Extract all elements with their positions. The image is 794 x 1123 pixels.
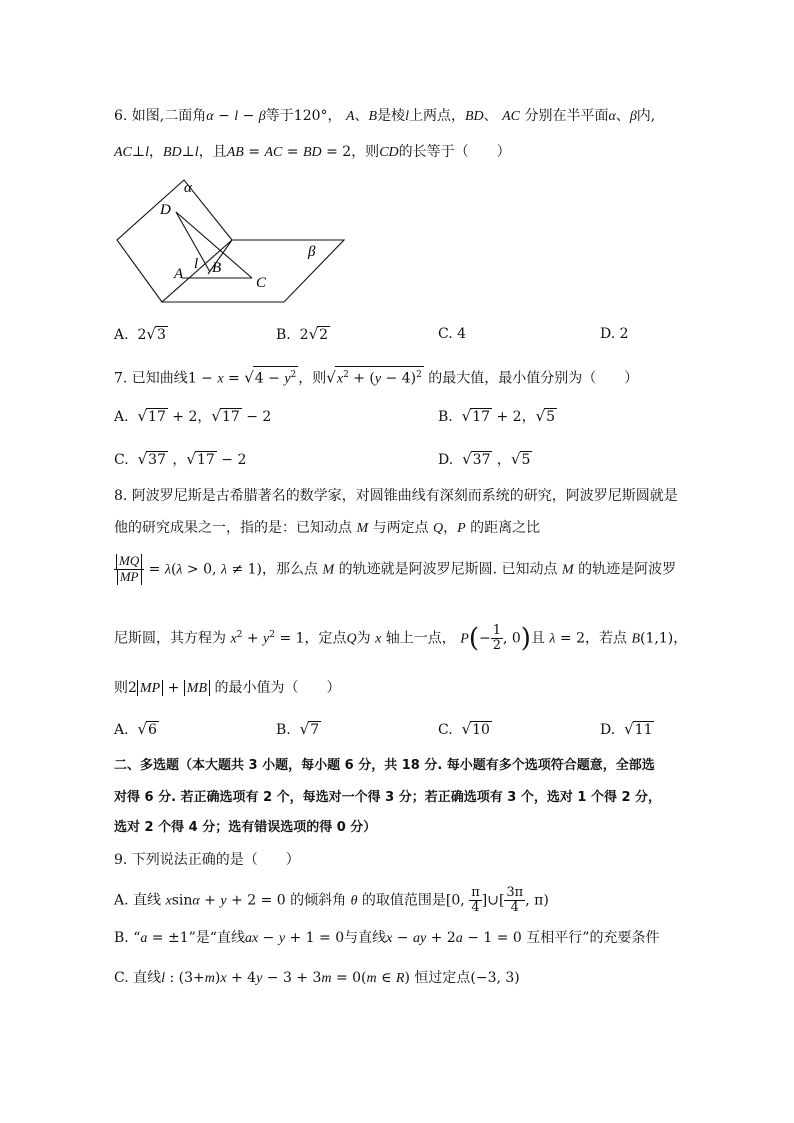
q8-option-b[interactable]: B. √7 <box>276 720 320 738</box>
segment-db <box>176 212 210 272</box>
dihedral-angle-figure <box>112 172 362 308</box>
plane-alpha-outline <box>117 180 232 302</box>
q6-option-a[interactable]: A. 2√3 <box>114 325 166 343</box>
label-a: A <box>174 266 184 282</box>
option-key: D. <box>600 722 616 738</box>
option-key: B. <box>438 409 453 425</box>
q8-text: 的轨迹就是阿波罗尼斯圆. 已知动点 <box>338 561 558 578</box>
option-key: C. <box>438 722 453 738</box>
label-l: l <box>194 256 199 272</box>
q8-text: 的轨迹是阿波罗 <box>578 561 677 578</box>
q8-stem-line5: 则2 MP + MB 的最小值为（ ） <box>114 680 341 696</box>
q6-text: ， <box>148 144 163 160</box>
q8-text: ，那么点 <box>262 561 319 578</box>
q9-stem: 9. 下列说法正确的是（ ） <box>114 852 300 868</box>
section2-instructions-line1: 二、多选题（本大题共 3 小题，每小题 6 分，共 18 分. 每小题有多个选项符合题意，全部选 <box>114 758 655 773</box>
q7-text: ，则 <box>298 370 327 387</box>
q7-stem: 7. 已知曲线$1 - x = √4 - y^2$ ，则$√x^2 + (y - 4)^2$ 的最大值，最小值分别为（ ） <box>114 366 638 390</box>
option-key: C. <box>114 452 129 468</box>
q7-option-b[interactable]: B. √17 + 2，√5 <box>438 407 556 425</box>
plane-beta-outline <box>162 240 344 302</box>
q8-text: ，若点 <box>585 630 628 647</box>
q9-text: B. “ <box>114 930 141 946</box>
q8-option-d[interactable]: D. √11 <box>600 720 653 738</box>
q8-text: 且 <box>530 630 545 647</box>
q6-text: 分别在半平面 <box>524 108 609 124</box>
label-alpha: α <box>184 180 192 196</box>
q6-text: 等于120°， <box>265 108 342 124</box>
q7-option-c[interactable]: C. √37 ，√17 − 2 <box>114 450 247 468</box>
label-d: D <box>160 202 171 218</box>
ratio-mq-mp: $\frac{MQ}{MP}$ <box>114 554 144 585</box>
q6-option-b[interactable]: B. 2√2 <box>276 325 329 343</box>
q8-text: 他的研究成果之一，指的是：已知动点 <box>114 520 352 536</box>
q6-text: 上两点， <box>408 108 465 124</box>
option-key: D. <box>438 452 454 468</box>
q8-stem-line4: 尼斯圆，其方程为 $x^2 + y^2 = 1$，定点Q为 x 轴上一点， P(− $\frac{1}{2}$ , 0)且 λ = 2，若点 B(1,1)， <box>114 623 688 654</box>
q9-text: 与直线 <box>344 930 387 946</box>
label-c: C <box>256 275 267 291</box>
q9-option-b[interactable]: B. “a = ±1”是“直线ax − y + 1 = 0与直线x − ay + 2a − 1 = 0 互相平行”的充要条件 <box>114 930 660 946</box>
q6-text: ，则 <box>351 144 380 160</box>
option-key: A. <box>114 409 129 425</box>
q8-text: 为 <box>356 630 371 647</box>
option-key: B. <box>276 327 291 343</box>
q9-text: 的倾斜角 <box>290 892 347 909</box>
q6-stem-line2: AC⊥l，BD⊥l，且AB = AC = BD = 2，则CD的长等于（ ） <box>114 144 511 160</box>
q8-text: 的距离之比 <box>470 520 541 536</box>
q9-option-c[interactable]: C. 直线l : (3+m)x + 4y − 3 + 3m = 0(m ∈ R) 恒过定点(−3, 3) <box>114 970 520 986</box>
option-key: B. <box>276 722 291 738</box>
q6-text: 内, <box>636 108 656 124</box>
q8-option-a[interactable]: A. √6 <box>114 720 157 738</box>
q8-stem-line2: 他的研究成果之一，指的是：已知动点 M 与两定点 Q，P 的距离之比 <box>114 520 541 536</box>
q8-text: 轴上一点， <box>385 630 456 647</box>
option-key: A. <box>114 722 129 738</box>
section2-instructions-line2: 对得 6 分. 若正确选项有 2 个，每选对一个得 3 分；若正确选项有 3 个，选对 1 个得 2 分， <box>114 790 662 805</box>
q6-text: ，且 <box>198 144 227 160</box>
option-value: 4 <box>457 326 467 342</box>
q6-text: 、 <box>354 108 369 124</box>
q9-text: ”是“直线 <box>188 930 245 946</box>
q8-text: 尼斯圆，其方程为 <box>114 630 226 647</box>
q6-text: 6. 如图,二面角 <box>114 108 207 124</box>
q6-option-d[interactable] <box>600 324 629 344</box>
q8-stem-line3: $\frac{MQ}{MP}$ = λ(λ > 0, λ ≠ 1)，那么点 M 的轨迹就是阿波罗尼斯圆. 已知动点 M 的轨迹是阿波罗 <box>114 554 676 585</box>
q6-stem-line1: 6. 如图,二面角α − l − β等于120°， A、B是棱l上两点，BD、 AC 分别在半平面α、β内, <box>114 108 656 124</box>
q9-text: 互相平行”的充要条件 <box>526 930 660 946</box>
option-key: C. <box>438 326 453 342</box>
label-b: B <box>212 260 222 276</box>
q8-stem-line1: 8. 阿波罗尼斯是古希腊著名的数学家，对圆锥曲线有深刻而系统的研究，阿波罗尼斯圆就是 <box>114 488 678 504</box>
q7-text: 7. 已知曲线 <box>114 370 188 387</box>
q9-option-a[interactable]: A. 直线 xsinα + y + 2 = 0 的倾斜角 θ 的取值范围是[0, $\frac{\pi}{4}$ ]∪[ $\frac{3\pi}{4}$ , π) <box>114 885 549 915</box>
q8-text: ，定点 <box>304 630 347 647</box>
q6-text: 的长等于（ ） <box>398 144 511 160</box>
q6-text: 是棱 <box>377 108 406 124</box>
q8-text: 与两定点 <box>372 520 429 536</box>
section2-instructions-line3: 选对 2 个得 4 分；选有错误选项的得 0 分） <box>114 820 377 835</box>
q7-text: 的最大值，最小值分别为（ ） <box>428 370 639 387</box>
q9-text: A. 直线 <box>114 892 162 909</box>
option-value: 2 <box>619 326 629 342</box>
option-key: A. <box>114 327 129 343</box>
q8-option-c[interactable]: C. √10 <box>438 720 490 738</box>
q7-option-a[interactable]: A. √17 + 2，√17 − 2 <box>114 407 272 425</box>
option-key: D. <box>600 326 616 342</box>
q8-text: 则 <box>114 680 128 696</box>
q6-option-c[interactable] <box>438 324 466 344</box>
q9-text: 恒过定点 <box>414 970 471 986</box>
label-beta: β <box>308 244 316 260</box>
q7-option-d[interactable]: D. √37 ，√5 <box>438 450 531 468</box>
q9-text: 的取值范围是 <box>361 892 446 909</box>
q8-text: 的最小值为（ ） <box>214 680 341 696</box>
q9-text: C. 直线 <box>114 970 162 986</box>
